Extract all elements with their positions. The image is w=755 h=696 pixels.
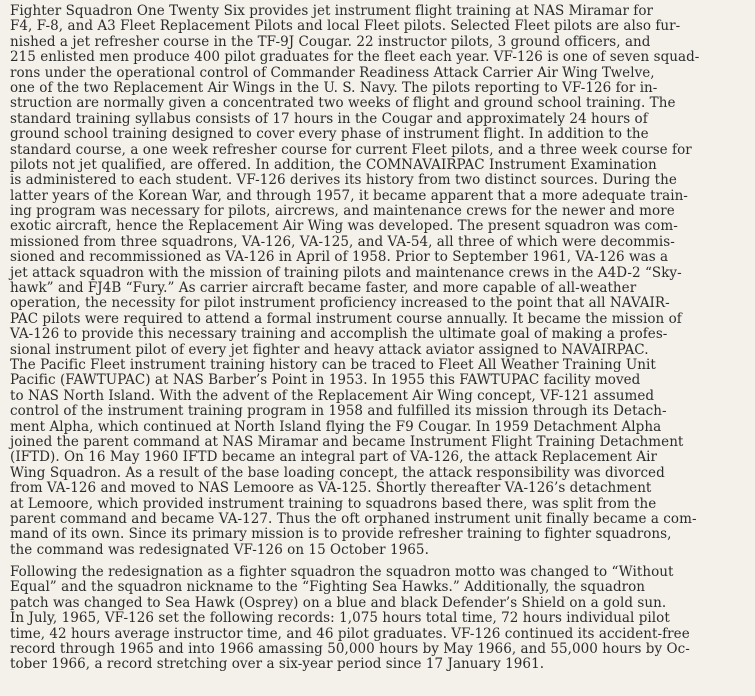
text-line: mand of its own. Since its primary mission is to provide refresher training to fighter squadrons, — [10, 526, 672, 543]
text-line: missioned from three squadrons, VA-126, VA-125, and VA-54, all three of which were decommis- — [10, 233, 675, 250]
text-line: Wing Squadron. As a result of the base loading concept, the attack responsibility was divorced — [10, 464, 665, 481]
text-line: parent command and became VA-127. Thus the oft orphaned instrument unit finally became a com- — [10, 510, 697, 527]
text-line: exotic aircraft, hence the Replacement Air Wing was developed. The present squadron was com- — [10, 218, 678, 235]
text-line: The Pacific Fleet instrument training history can be traced to Fleet All Weather Training Unit — [10, 356, 656, 373]
text-line: is administered to each student. VF-126 derives its history from two distinct sources. During the — [10, 172, 677, 189]
text-line: ing program was necessary for pilots, aircrews, and maintenance crews for the newer and more — [10, 203, 675, 220]
paragraph — [10, 565, 745, 673]
text-line: PAC pilots were required to attend a formal instrument course annually. It became the mission of — [10, 310, 682, 327]
text-line: standard training syllabus consists of 17 hours in the Cougar and approximately 24 hours of — [10, 110, 648, 127]
text-line: nished a jet refresher course in the TF-9J Cougar. 22 instructor pilots, 3 ground officers, and — [10, 33, 651, 50]
text-line: from VA-126 and moved to NAS Lemoore as VA-125. Shortly thereafter VA-126’s detachment — [10, 480, 652, 497]
text-line: Pacific (FAWTUPAC) at NAS Barber’s Point in 1953. In 1955 this FAWTUPAC facility moved — [10, 372, 641, 389]
text-line: hawk” and FJ4B “Fury.” As carrier aircraft became faster, and more capable of all-weather — [10, 280, 637, 297]
text-line: ment Alpha, which continued at North Island flying the F9 Cougar. In 1959 Detachment Alpha — [10, 418, 662, 435]
text-line: ground school training designed to cover every phase of instrument flight. In addition to the — [10, 126, 649, 143]
text-line: F4, F-8, and A3 Fleet Replacement Pilots and local Fleet pilots. Selected Fleet pilots are also fur- — [10, 18, 681, 35]
text-line: joined the parent command at NAS Miramar and became Instrument Flight Training Detachment — [10, 433, 684, 450]
text-line: to NAS North Island. With the advent of the Replacement Air Wing concept, VF-121 assumed — [10, 387, 655, 404]
text-line: Fighter Squadron One Twenty Six provides jet instrument flight training at NAS Miramar for — [10, 3, 654, 19]
text-line: jet attack squadron with the mission of training pilots and maintenance crews in the A4D-2 “Sky- — [10, 264, 682, 281]
text-line: 215 enlisted men produce 400 pilot graduates for the fleet each year. VF-126 is one of seven squad- — [10, 49, 700, 66]
text-line: control of the instrument training program in 1958 and fulfilled its mission through its Detach- — [10, 403, 667, 420]
text-line: latter years of the Korean War, and through 1957, it became apparent that a more adequate train- — [10, 187, 688, 204]
text-line: Following the redesignation as a fighter squadron the squadron motto was changed to “Without — [10, 564, 674, 581]
text-line: (IFTD). On 16 May 1960 IFTD became an integral part of VA-126, the attack Replacement Air — [10, 449, 657, 466]
text-line: sional instrument pilot of every jet fighter and heavy attack aviator assigned to NAVAIRPAC. — [10, 341, 649, 358]
text-line: In July, 1965, VF-126 set the following records: 1,075 hours total time, 72 hours individual pilot — [10, 610, 670, 627]
text-line: standard course, a one week refresher course for current Fleet pilots, and a three week course for — [10, 141, 692, 158]
text-line: struction are normally given a concentrated two weeks of flight and ground school training. The — [10, 95, 676, 112]
text-line: time, 42 hours average instructor time, and 46 pilot graduates. VF-126 continued its accident-free — [10, 625, 690, 642]
text-line: the command was redesignated VF-126 on 15 October 1965. — [10, 541, 429, 558]
text-line: at Lemoore, which provided instrument training to squadrons based there, was split from the — [10, 495, 657, 512]
text-line: tober 1966, a record stretching over a six-year period since 17 January 1961. — [10, 656, 545, 673]
paragraph — [10, 4, 745, 558]
text-line: record through 1965 and into 1966 amassing 50,000 hours by May 1966, and 55,000 hours by Oc- — [10, 641, 690, 658]
text-line: rons under the operational control of Commander Readiness Attack Carrier Air Wing Twelve, — [10, 64, 655, 81]
text-line: sioned and recommissioned as VA-126 in April of 1958. Prior to September 1961, VA-126 was a — [10, 249, 669, 266]
text-line: operation, the necessity for pilot instrument proficiency increased to the point that all NAVAIR- — [10, 295, 670, 312]
text-line: patch was changed to Sea Hawk (Osprey) on a blue and black Defender’s Shield on a gold sun. — [10, 594, 667, 611]
text-line: Equal” and the squadron nickname to the “Fighting Sea Hawks.” Additionally, the squadron — [10, 579, 646, 596]
text-line: pilots not jet qualified, are offered. In addition, the COMNAVAIRPAC Instrument Examination — [10, 156, 657, 173]
text-line: one of the two Replacement Air Wings in the U. S. Navy. The pilots reporting to VF-126 for in- — [10, 79, 658, 96]
text-line: VA-126 to provide this necessary training and accomplish the ultimate goal of making a profes- — [10, 326, 668, 343]
